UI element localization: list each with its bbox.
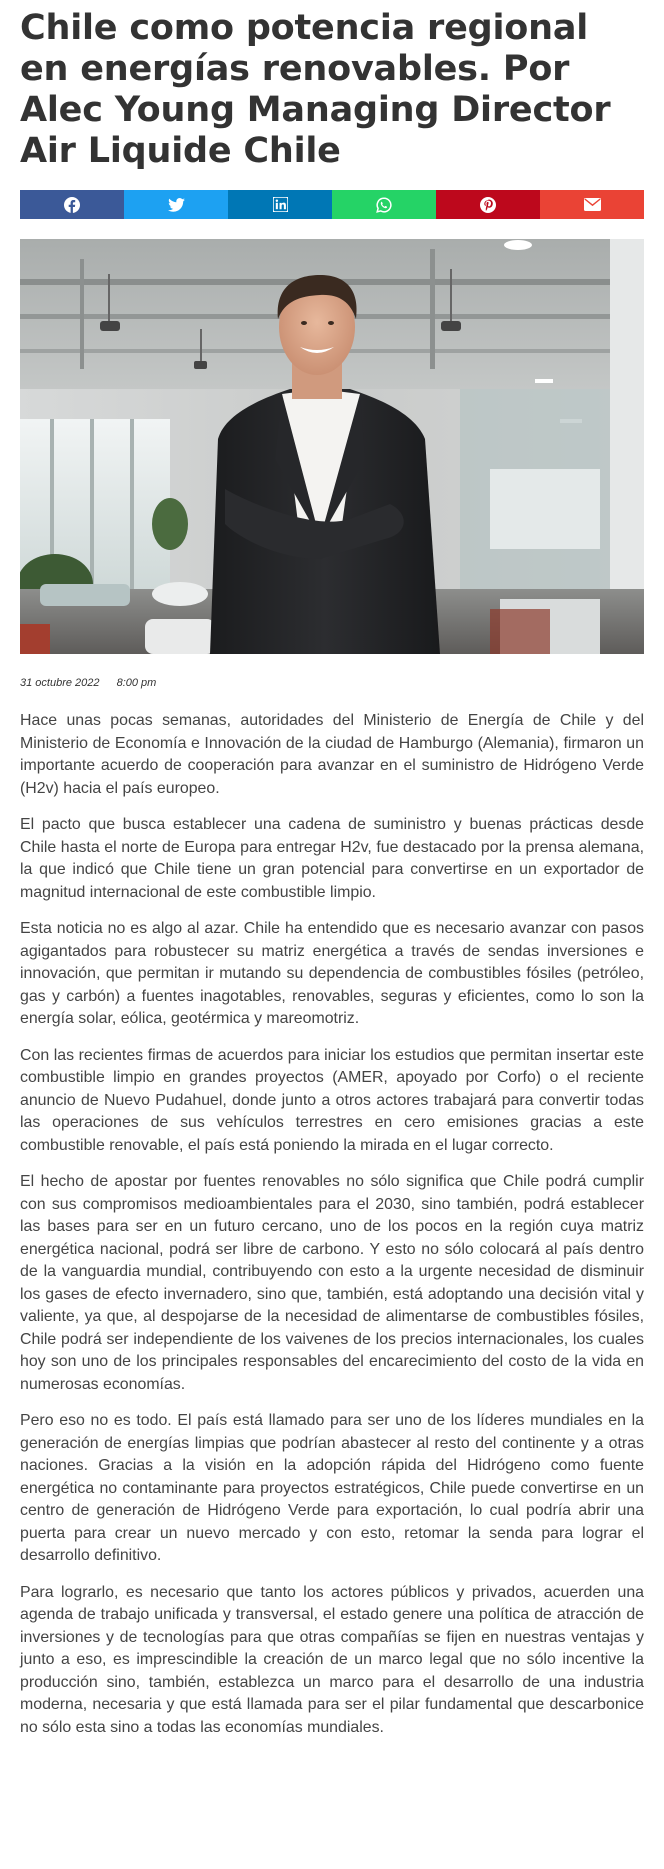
article-body: [20, 710, 644, 1739]
email-icon: [584, 198, 601, 211]
share-facebook-button[interactable]: [20, 190, 124, 219]
twitter-icon: [168, 198, 185, 212]
paragraph: Con las recientes firmas de acuerdos para iniciar los estudios que permitan insertar este combustible limpio en grandes proyectos (AMER, apoyado por Corfo) o el reciente anuncio de Nuevo Pudahuel, donde junto a otros actores trabajará para convertir todas las operaciones de sus vehículos terrestres en cero emisiones gracias a este combustible renovable, el país está poniendo la mirada en el lugar correcto.: [20, 1046, 644, 1154]
share-email-button[interactable]: [540, 190, 644, 219]
facebook-icon: [64, 197, 80, 213]
paragraph: Pero eso no es todo. El país está llamado para ser uno de los líderes mundiales en la generación de energías limpias que podrían abastecer al resto del continente y a otras naciones. Gracias a la visión en la adopción rápida del Hidrógeno como fuente energética no contaminante para proyectos estratégicos, Chile puede convertirse en un centro de generación de Hidrógeno Verde para exportación, lo cual podría abrir una puerta para crear un nuevo mercado y con esto, retomar la senda para lograr el desarrollo definitivo.: [20, 1412, 644, 1564]
share-linkedin-button[interactable]: [228, 190, 332, 219]
paragraph: Esta noticia no es algo al azar. Chile ha entendido que es necesario avanzar con pasos agigantados para robustecer su matriz energética a través de sendas inversiones e innovación, que permitan ir mutando su dependencia de combustibles fósiles (petróleo, gas y carbón) a fuentes inagotables, renovables, seguras y eficientes, como lo son la energía solar, eólica, geotérmica y mareomotriz.: [20, 920, 644, 1027]
share-whatsapp-button[interactable]: [332, 190, 436, 219]
linkedin-icon: [273, 197, 288, 212]
share-pinterest-button[interactable]: [436, 190, 540, 219]
article-date: 31 octubre 2022: [20, 677, 100, 689]
article-title: Chile como potencia regional en energías renovables. Por Alec Young Managing Director Air Liquide Chile: [20, 8, 611, 171]
share-twitter-button[interactable]: [124, 190, 228, 219]
paragraph: Hace unas pocas semanas, autoridades del Ministerio de Energía de Chile y del Ministerio de Economía e Innovación de la ciudad de Hamburgo (Alemania), firmaron un importante acuerdo de cooperación para avanzar en el suministro de Hidrógeno Verde (H2v) hacia el país europeo.: [20, 712, 644, 797]
share-bar: [20, 190, 644, 219]
paragraph: El pacto que busca establecer una cadena de suministro y buenas prácticas desde Chile hasta el norte de Europa para entregar H2v, fue destacado por la prensa alemana, la que indicó que Chile tiene un gran potencial para convertirse en un exportador de magnitud internacional de este combustible limpio.: [20, 816, 644, 901]
article-meta: [20, 676, 644, 690]
paragraph: El hecho de apostar por fuentes renovables no sólo significa que Chile podrá cumplir con sus compromisos medioambientales para el 2030, sino también, podrá establecer las bases para ser en un futuro cercano, uno de los pocos en la región cuya matriz energética nacional, podrá ser libre de carbono. Y esto no sólo colocará al país dentro de la vanguardia mundial, contribuyendo con esto a la urgente necesidad de disminuir los gases de efecto invernadero, sino que, también, está adoptando una decisión vital y valiente, ya que, al despojarse de la necesidad de alimentarse de combustibles fósiles, Chile podrá ser independiente de los vaivenes de los precios internacionales, los cuales hoy son uno de los principales responsables del encarecimiento del costo de la vida en numerosas economías.: [20, 1173, 644, 1393]
article-time: 8:00 pm: [116, 677, 157, 689]
whatsapp-icon: [376, 197, 392, 213]
paragraph: Para lograrlo, es necesario que tanto los actores públicos y privados, acuerden una agenda de trabajo unificada y transversal, el estado genere una política de atracción de inversiones y de tecnologías para que otras compañías se fijen en nuestras ventajas y junto a eso, es imprescindible la creación de un marco legal que no sólo incentive la producción sino, también, establezca un marco para el desarrollo de una industria moderna, necesaria y que está llamada para ser el pilar fundamental que descarbonice no sólo esta sino a todas las economías mundiales.: [20, 1583, 644, 1736]
pinterest-icon: [480, 197, 496, 213]
hero-photo: [20, 239, 644, 654]
